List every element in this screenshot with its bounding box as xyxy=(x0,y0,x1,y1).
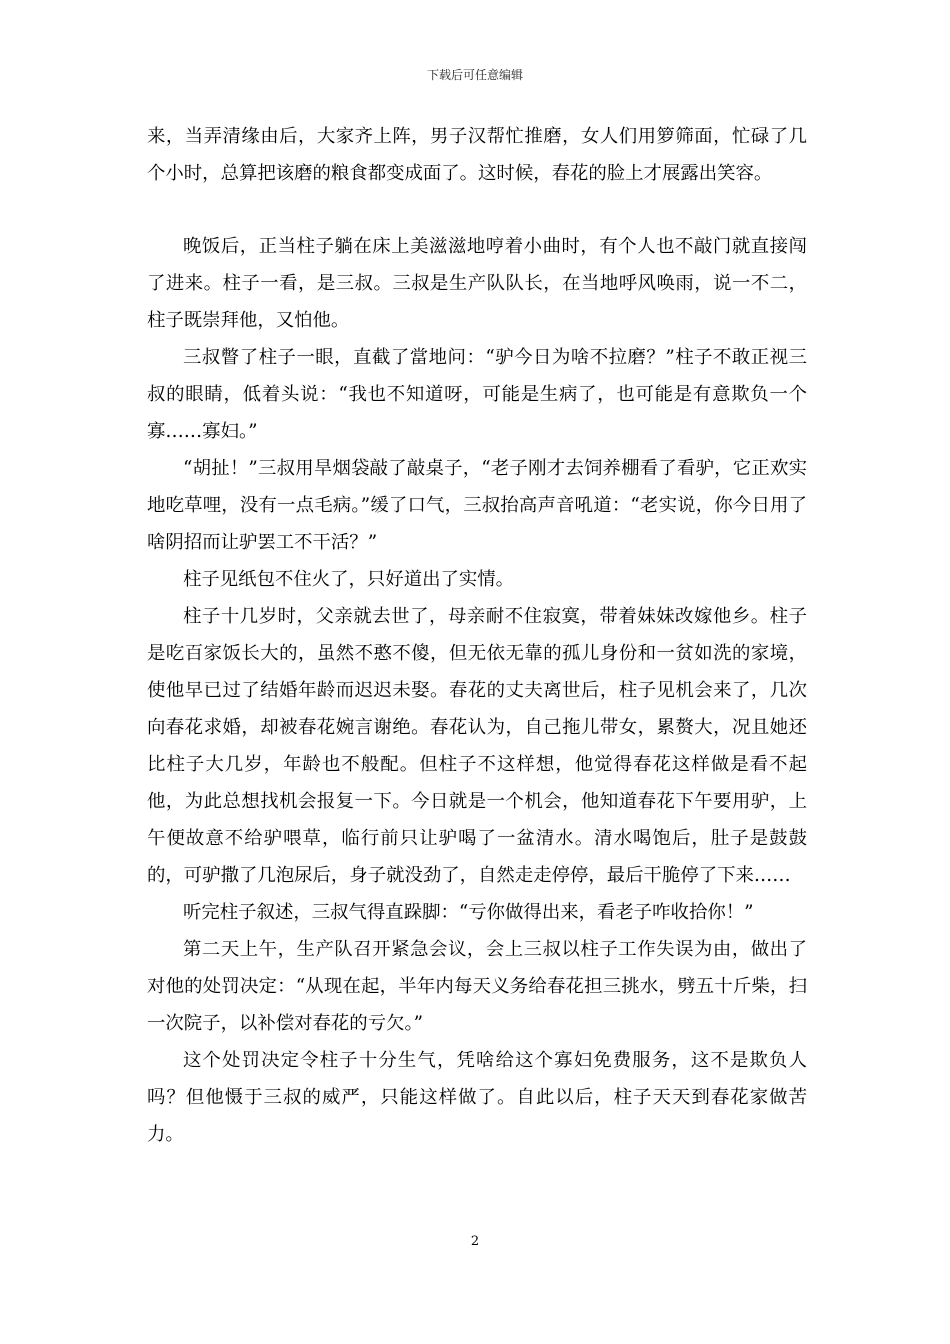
paragraph: 柱子见纸包不住火了，只好道出了实情。 xyxy=(183,569,515,590)
paragraph: “胡扯！”三叔用旱烟袋敲了敲桌子，“老子刚才去饲养棚看了看驴，它正欢实地吃草哩，没有一点毛病。”缓了口气，三叔抬高声音吼道：“老实说，你今日用了啥阴招而让驴罢工不干活？” xyxy=(147,458,807,553)
paragraph: 听完柱子叙述，三叔气得直跺脚：“亏你做得出来，看老子咋收拾你！” xyxy=(183,902,754,923)
paragraph: 第二天上午，生产队召开紧急会议，会上三叔以柱子工作失误为由，做出了对他的处罚决定：“从现在起，半年内每天义务给春花担三挑水，劈五十斤柴，扫一次院子，以补偿对春花的亏欠。” xyxy=(147,939,807,1034)
document-body xyxy=(147,118,807,1153)
page-header: 下载后可任意编辑 xyxy=(426,68,523,82)
paragraph: 晚饭后，正当柱子躺在床上美滋滋地哼着小曲时，有个人也不敲门就直接闯了进来。柱子一看，是三叔。三叔是生产队队长，在当地呼风唤雨，说一不二，柱子既崇拜他，又怕他。 xyxy=(147,236,807,331)
paragraph: 这个处罚决定令柱子十分生气，凭啥给这个寡妇免费服务，这不是欺负人吗？但他慑于三叔的威严，只能这样做了。自此以后，柱子天天到春花家做苦力。 xyxy=(147,1050,807,1145)
paragraph: 来，当弄清缘由后，大家齐上阵，男子汉帮忙推磨，女人们用箩筛面，忙碌了几个小时，总算把该磨的粮食都变成面了。这时候，春花的脸上才展露出笑容。 xyxy=(147,126,807,184)
paragraph: 柱子十几岁时，父亲就去世了，母亲耐不住寂寞，带着妹妹改嫁他乡。柱子是吃百家饭长大的，虽然不憨不傻，但无依无靠的孤儿身份和一贫如洗的家境，使他早已过了结婚年龄而迟迟未娶。春花的丈夫离世后，柱子见机会来了，几次向春花求婚，却被春花婉言谢绝。春花认为，自己拖儿带女，累赘大，况且她还比柱子大几岁，年龄也不般配。但柱子不这样想，他觉得春花这样做是看不起他，为此总想找机会报复一下。今日就是一个机会，他知道春花下午要用驴，上午便故意不给驴喂草，临行前只让驴喝了一盆清水。清水喝饱后，肚子是鼓鼓的，可驴撒了几泡尿后，身子就没劲了，自然走走停停，最后干脆停了下来…… xyxy=(147,606,807,886)
paragraph: 三叔瞥了柱子一眼，直截了當地问：“驴今日为啥不拉磨？”柱子不敢正视三叔的眼睛，低着头说：“我也不知道呀，可能是生病了，也可能是有意欺负一个寡……寡妇。” xyxy=(147,347,807,442)
page-number: 2 xyxy=(470,1234,480,1249)
